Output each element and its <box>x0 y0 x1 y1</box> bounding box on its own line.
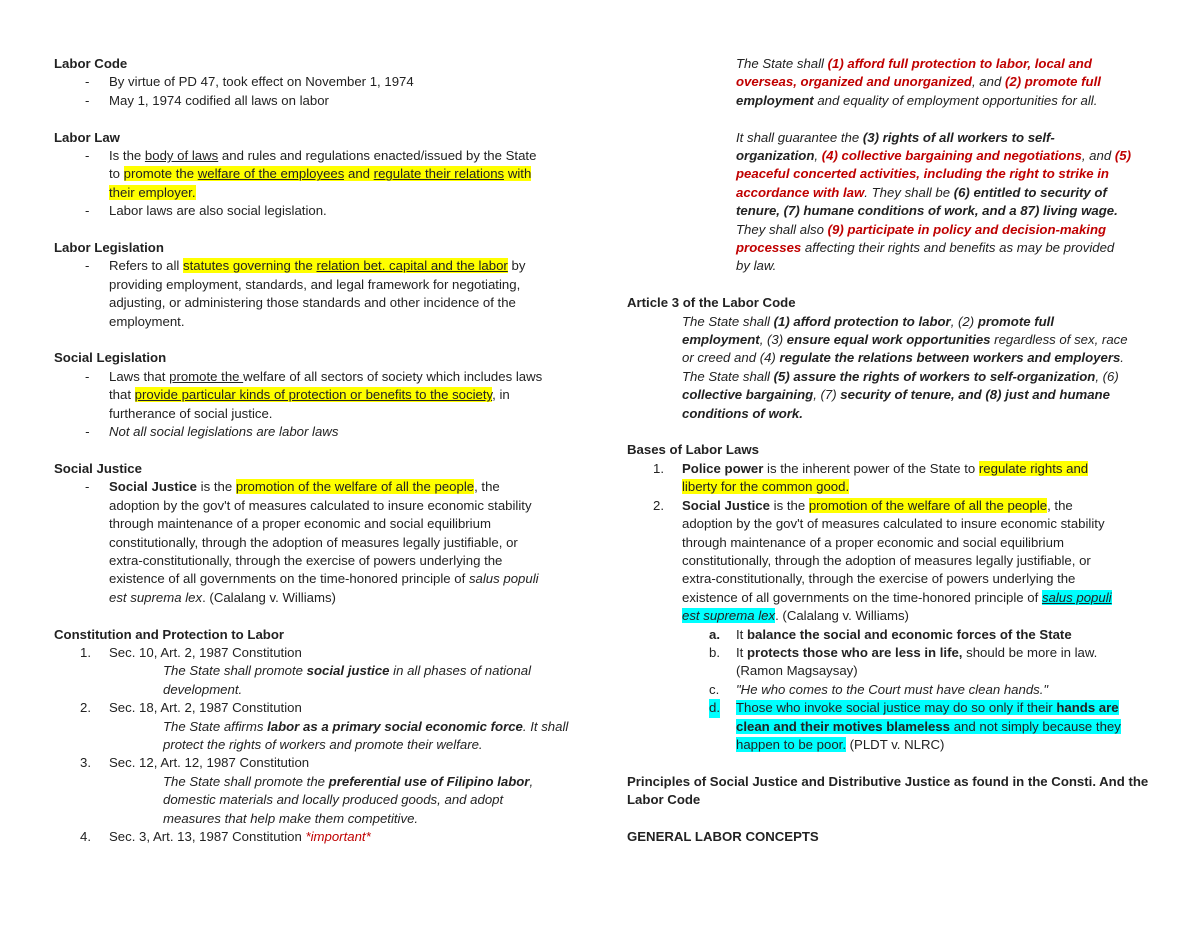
sec3-line-6: peaceful concerted activities, including the right to strike in <box>736 166 1109 182</box>
sec3-line-11: by law. <box>736 258 777 274</box>
bases-item-1: 1. Police power is the inherent power of the State to regulate rights and <box>653 460 1089 476</box>
labor-legislation-line-3: adjusting, or administering those standards and other incidence of the <box>109 295 516 311</box>
sec3-line-5: organization, (4) collective bargaining and negotiations, and (5) <box>736 148 1131 164</box>
social-legislation-bullet-1: - Laws that promote the welfare of all sectors of society which includes laws <box>54 368 574 386</box>
social-justice-bullet: - Social Justice is the promotion of the welfare of all the people, the <box>54 478 574 496</box>
social-legislation-line-3: furtherance of social justice. <box>109 405 273 421</box>
heading-principles-line-2: Labor Code <box>627 792 701 808</box>
sec3-line-7: accordance with law. They shall be (6) entitled to security of <box>736 184 1107 200</box>
bases-item-2-line-5: extra-constitutionally, through the exercise of powers underlying the <box>682 571 1076 587</box>
bases-item-1-line-2: liberty for the common good. <box>682 479 850 495</box>
sec3-line-4: It shall guarantee the (3) rights of all workers to self- <box>736 129 1055 145</box>
sec3-line-3: employment and equality of employment opportunities for all. <box>736 92 1098 108</box>
sec3-line-2: overseas, organized and unorganized, and (2) promote full <box>736 74 1101 90</box>
social-legislation-line-2: that provide particular kinds of protection or benefits to the society, in <box>109 387 510 403</box>
labor-legislation-bullet: - Refers to all statutes governing the relation bet. capital and the labor by <box>54 257 574 275</box>
social-justice-line-7: est suprema lex. (Calalang v. Williams) <box>109 589 336 605</box>
constitution-item-2: 2. Sec. 18, Art. 2, 1987 Constitution <box>80 700 302 716</box>
social-justice-line-4: constitutionally, through the adoption of measures legally justifiable, or <box>109 534 518 550</box>
heading-general-labor-concepts: GENERAL LABOR CONCEPTS <box>627 828 819 844</box>
sec3-line-1: The State shall (1) afford full protection to labor, local and <box>736 56 1092 71</box>
art3-line-2: employment, (3) ensure equal work opportunities regardless of sex, race <box>682 332 1128 348</box>
art3-line-1: The State shall (1) afford protection to labor, (2) promote full <box>682 313 1055 329</box>
bases-sub-d-line-2: clean and their motives blameless and not simply because they <box>736 718 1121 734</box>
bases-item-2-line-3: through maintenance of a proper economic and social equilibrium <box>682 534 1064 550</box>
right-column <box>627 55 1147 846</box>
heading-social-justice: Social Justice <box>54 460 142 476</box>
labor-code-bullet-2: - May 1, 1974 codified all laws on labor <box>54 92 574 110</box>
bases-sub-d-line-3: happen to be poor. (PLDT v. NLRC) <box>736 736 945 752</box>
social-justice-line-5: extra-constitutionally, through the exercise of powers underlying the <box>109 552 503 568</box>
constitution-item-1-text-2: development. <box>163 681 243 697</box>
bases-sub-a: a. It balance the social and economic forces of the State <box>709 626 1072 642</box>
art3-line-4: The State shall (5) assure the rights of workers to self-organization, (6) <box>682 368 1119 384</box>
labor-law-bullet-1: - Is the body of laws and rules and regulations enacted/issued by the State <box>54 147 574 165</box>
bases-item-2-line-7: est suprema lex. (Calalang v. Williams) <box>682 608 909 624</box>
sec3-line-9: They shall also (9) participate in policy and decision-making <box>736 221 1107 237</box>
constitution-item-3: 3. Sec. 12, Art. 12, 1987 Constitution <box>80 755 310 771</box>
social-justice-line-6: existence of all governments on the time-honored principle of salus populi <box>109 571 539 587</box>
social-justice-line-3: through maintenance of a proper economic and social equilibrium <box>109 516 491 532</box>
constitution-item-3-text-2: domestic materials and locally produced goods, and adopt <box>163 792 504 808</box>
bases-item-2-line-4: constitutionally, through the adoption of measures legally justifiable, or <box>682 552 1091 568</box>
constitution-item-1-text: The State shall promote social justice in all phases of national <box>163 663 531 679</box>
bases-item-2-line-2: adoption by the gov't of measures calculated to insure economic stability <box>682 516 1105 532</box>
constitution-item-2-text-2: protect the rights of workers and promote their welfare. <box>163 736 483 752</box>
constitution-item-4: 4. Sec. 3, Art. 13, 1987 Constitution *important* <box>80 828 371 844</box>
sec3-line-8: tenure, (7) humane conditions of work, and a 87) living wage. <box>736 203 1118 219</box>
heading-labor-code: Labor Code <box>54 56 128 71</box>
bases-sub-c: c. "He who comes to the Court must have clean hands." <box>709 681 1049 697</box>
art3-line-6: conditions of work. <box>682 405 803 421</box>
labor-legislation-line-2: providing employment, standards, and legal framework for negotiating, <box>109 276 521 292</box>
social-legislation-bullet-2: - Not all social legislations are labor laws <box>54 423 574 441</box>
labor-law-line-3: their employer. <box>109 184 196 200</box>
heading-labor-legislation: Labor Legislation <box>54 240 164 256</box>
bases-sub-d: d. Those who invoke social justice may do so only if their hands are <box>627 699 1147 717</box>
constitution-item-1: 1. Sec. 10, Art. 2, 1987 Constitution <box>80 644 302 660</box>
heading-bases: Bases of Labor Laws <box>627 442 759 458</box>
constitution-item-2-text: The State affirms labor as a primary social economic force. It shall <box>163 718 569 734</box>
labor-law-bullet-2: - Labor laws are also social legislation. <box>54 202 574 220</box>
sec3-line-10: processes affecting their rights and benefits as may be provided <box>736 240 1115 256</box>
bases-sub-b-line-2: (Ramon Magsaysay) <box>736 663 858 679</box>
article-3-text <box>627 313 1147 423</box>
heading-principles: Principles of Social Justice and Distributive Justice as found in the Consti. And the <box>627 773 1149 789</box>
constitution-item-3-text-3: measures that help make them competitive. <box>163 810 419 826</box>
heading-social-legislation: Social Legislation <box>54 350 167 366</box>
art3-line-3: or creed and (4) regulate the relations between workers and employers. <box>682 350 1124 366</box>
left-column <box>54 55 574 846</box>
social-justice-line-2: adoption by the gov't of measures calculated to insure economic stability <box>109 497 532 513</box>
labor-legislation-line-4: employment. <box>109 313 185 329</box>
bases-item-2: 2. Social Justice is the promotion of the welfare of all the people, the <box>653 497 1073 513</box>
constitution-item-3-text: The State shall promote the preferential use of Filipino labor, <box>163 773 534 789</box>
labor-law-line-2: to promote the welfare of the employees and regulate their relations with <box>109 166 532 182</box>
bases-item-2-line-6: existence of all governments on the time-honored principle of salus populi <box>682 589 1112 605</box>
bases-sub-b: b. It protects those who are less in life, should be more in law. <box>709 644 1098 660</box>
sec3-art13-text <box>627 55 1147 276</box>
labor-code-bullet-1: - By virtue of PD 47, took effect on November 1, 1974 <box>54 73 574 91</box>
art3-line-5: collective bargaining, (7) security of tenure, and (8) just and humane <box>682 387 1110 403</box>
heading-article-3: Article 3 of the Labor Code <box>627 295 796 311</box>
heading-labor-law: Labor Law <box>54 129 120 145</box>
heading-constitution: Constitution and Protection to Labor <box>54 626 285 642</box>
